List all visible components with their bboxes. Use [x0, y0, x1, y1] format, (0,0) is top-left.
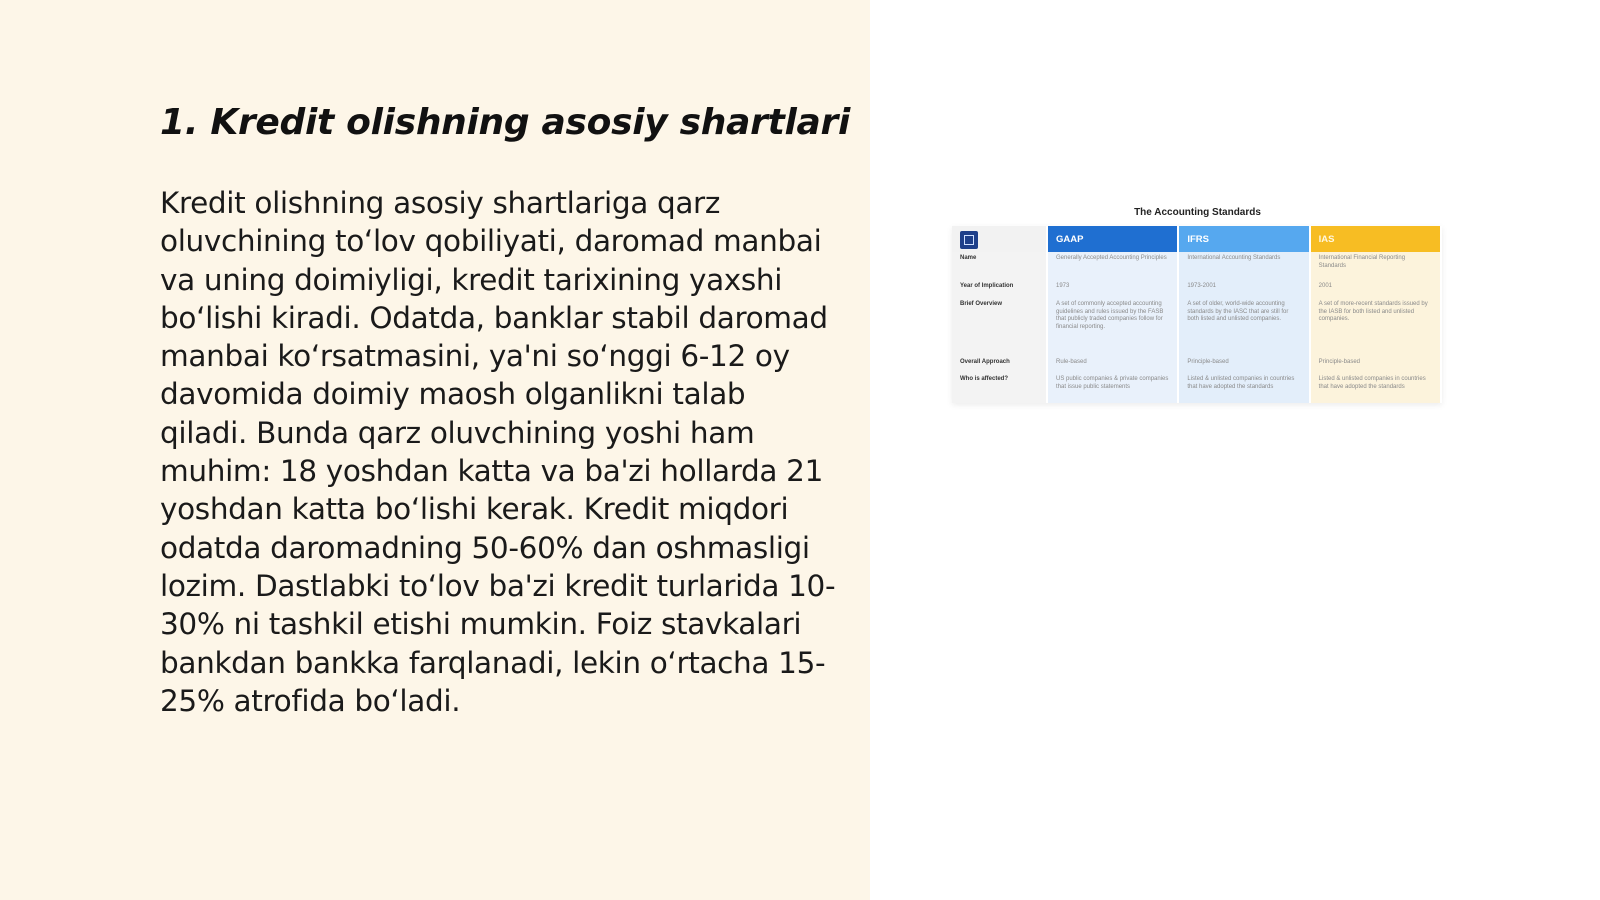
row-label: Brief Overview: [952, 298, 1047, 356]
table-cell: International Accounting Standards: [1178, 252, 1309, 280]
accounting-logo-icon: [960, 231, 978, 249]
slide-title: 1. Kredit olishning asosiy shartlari: [160, 102, 851, 143]
table-cell: 1973-2001: [1178, 280, 1309, 298]
table-cell: International Financial Reporting Standards: [1310, 252, 1441, 280]
table-cell: US public companies & private companies that issue public statements: [1047, 373, 1178, 403]
row-label: Year of Implication: [952, 280, 1047, 298]
table-cell: Rule-based: [1047, 356, 1178, 373]
row-label: Overall Approach: [952, 356, 1047, 373]
table-cell: 1973: [1047, 280, 1178, 298]
table-row: [952, 373, 1441, 403]
column-header-ifrs: IFRS: [1178, 226, 1309, 252]
column-header-ias: IAS: [1310, 226, 1441, 252]
table-cell: 2001: [1310, 280, 1441, 298]
table-cell: Principle-based: [1178, 356, 1309, 373]
table-cell: A set of more-recent standards issued by the IASB for both listed and unlisted companies.: [1310, 298, 1441, 356]
table-row: [952, 280, 1441, 298]
table-row: [952, 252, 1441, 280]
table-corner: [952, 226, 1047, 252]
accounting-standards-table: [952, 226, 1442, 403]
table-row: [952, 298, 1441, 356]
table-cell: Generally Accepted Accounting Principles: [1047, 252, 1178, 280]
slide-body-text: Kredit olishning asosiy shartlariga qarz oluvchining to‘lov qobiliyati, daromad manbai va uning doimiyligi, kredit tarixining yaxshi bo‘lishi kiradi. Odatda, banklar stabil daromad manbai ko‘rsatmasini, ya'ni so‘nggi 6-12 oy davomida doimiy maosh olganlikni talab qiladi. Bunda qarz oluvchining yoshi ham muhim: 18 yoshdan katta va ba'zi hollarda 21 yoshdan katta bo‘lishi kerak. Kredit miqdori odatda daromadning 50-60% dan oshmasligi lozim. Dastlabki to‘lov ba'zi kredit turlarida 10-30% ni tashkil etishi mumkin. Foiz stavkalari bankdan bankka farqlanadi, lekin o‘rtacha 15-25% atrofida bo‘ladi.: [160, 186, 836, 718]
table-cell: Listed & unlisted companies in countries that have adopted the standards: [1310, 373, 1441, 403]
table-cell: A set of commonly accepted accounting guidelines and rules issued by the FASB that publicly traded companies follow for financial reporting.: [1047, 298, 1178, 356]
figure-title: The Accounting Standards: [1134, 207, 1261, 218]
table-cell: Listed & unlisted companies in countries that have adopted the standards: [1178, 373, 1309, 403]
row-label: Who is affected?: [952, 373, 1047, 403]
table-cell: Principle-based: [1310, 356, 1441, 373]
table-header-row: [952, 226, 1441, 252]
table-cell: A set of older, world-wide accounting standards by the IASC that are still for both listed and unlisted companies.: [1178, 298, 1309, 356]
accounting-standards-figure: [950, 205, 1445, 420]
table-row: [952, 356, 1441, 373]
row-label: Name: [952, 252, 1047, 280]
column-header-gaap: GAAP: [1047, 226, 1178, 252]
